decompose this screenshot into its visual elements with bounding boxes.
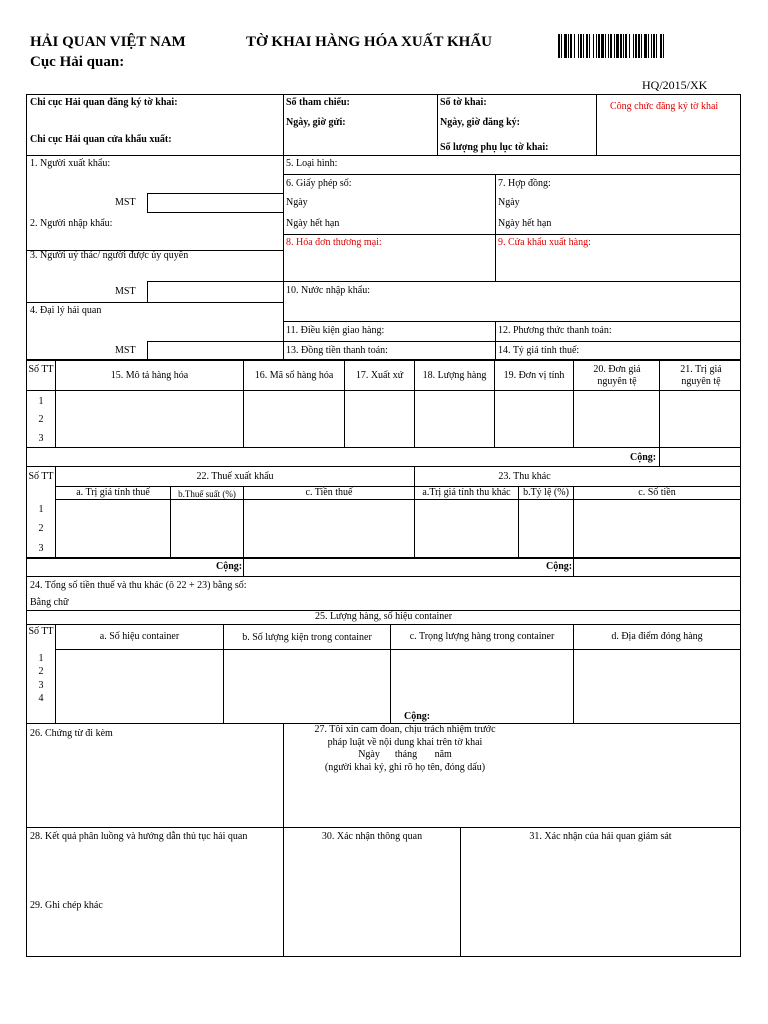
goods-no-header: Số TT xyxy=(28,364,54,375)
container-number-header: a. Số hiệu container xyxy=(99,631,180,642)
container-total-label: Cộng: xyxy=(404,711,431,722)
tax-amount-header: c. Tiền thuế xyxy=(305,487,353,498)
package-count-header: b. Số lượng kiện trong container xyxy=(242,632,372,643)
form-title: TỜ KHAI HÀNG HÓA XUẤT KHẨU xyxy=(246,34,492,50)
tax-rate-header: b.Thuế suất (%) xyxy=(178,489,236,499)
department-label: Cục Hải quan: xyxy=(30,54,125,70)
contract-date-label: Ngày xyxy=(498,197,520,208)
origin-header: 17. Xuất xứ xyxy=(355,370,404,381)
declaration-number-label: Số tờ khai: xyxy=(440,97,487,108)
goods-description-header: 15. Mô tả hàng hóa xyxy=(110,370,189,381)
in-words-label: Bằng chữ xyxy=(30,597,69,608)
export-tax-header: 22. Thuế xuất khẩu xyxy=(196,471,274,482)
tax-no-header: Số TT xyxy=(28,471,54,482)
branch-border-label: Chi cục Hải quan cửa khẩu xuất: xyxy=(30,134,172,145)
mst-label: MST xyxy=(115,345,136,356)
officer-label: Công chức đăng ký tờ khai xyxy=(610,101,719,112)
contract-expiry-label: Ngày hết hạn xyxy=(498,218,552,229)
contract-label: 7. Hợp đồng: xyxy=(498,178,551,189)
quantity-header: 18. Lượng hàng xyxy=(422,370,487,381)
form-code: HQ/2015/XK xyxy=(642,78,708,92)
hs-code-header: 16. Mã số hàng hóa xyxy=(254,370,334,381)
mst-label: MST xyxy=(115,197,136,208)
other-rate-header: b.Tỷ lệ (%) xyxy=(523,487,569,498)
import-country-label: 10. Nước nhập khẩu: xyxy=(286,285,371,296)
container-section-title: 25. Lượng hàng, số hiệu container xyxy=(314,611,453,622)
other-amount-header: c. Số tiền xyxy=(638,487,676,498)
appendix-count-label: Số lượng phụ lục tờ khai: xyxy=(440,142,549,153)
unit-price-header: 20. Đơn giá nguyên tệ xyxy=(593,364,641,387)
unit-header: 19. Đơn vị tính xyxy=(503,370,565,381)
sent-datetime-label: Ngày, giờ gửi: xyxy=(286,117,346,128)
export-tax-total-label: Cộng: xyxy=(216,561,243,572)
permit-date-label: Ngày xyxy=(286,197,308,208)
loading-place-header: d. Địa điểm đóng hàng xyxy=(611,631,703,642)
goods-row-number: 1 xyxy=(38,396,44,407)
container-row-number: 2 xyxy=(38,666,44,677)
goods-row-number: 3 xyxy=(38,433,44,444)
other-taxable-value-header: a.Trị giá tính thu khác xyxy=(422,487,511,498)
attached-documents-label: 26. Chứng từ đi kèm xyxy=(30,728,113,739)
clearance-confirmation-label: 30. Xác nhận thông quan xyxy=(321,831,423,842)
tax-row-number: 1 xyxy=(38,504,44,515)
agency-name: HẢI QUAN VIỆT NAM xyxy=(30,34,186,50)
barcode-image xyxy=(558,34,754,58)
total-tax-label: 24. Tổng số tiền thuế và thu khác (ô 22 + 23) bằng số: xyxy=(30,580,247,591)
entrusted-party-label: 3. Người uỷ thác/ người được ủy quyền xyxy=(30,250,189,261)
type-label: 5. Loại hình: xyxy=(286,158,338,169)
declaration-commitment-line1: 27. Tôi xin cam đoan, chịu trách nhiệm trước xyxy=(314,724,496,735)
declaration-date-line: Ngày tháng năm xyxy=(358,749,452,760)
container-weight-header: c. Trọng lượng hàng trong container xyxy=(409,631,555,642)
container-row-number: 4 xyxy=(38,693,44,704)
reference-number-label: Số tham chiếu: xyxy=(286,97,350,108)
payment-currency-label: 13. Đồng tiền thanh toán: xyxy=(286,345,388,356)
mst-label: MST xyxy=(115,286,136,297)
channel-result-label: 28. Kết quả phân luồng và hướng dẫn thủ tục hải quan xyxy=(30,831,248,842)
value-header: 21. Trị giá nguyên tệ xyxy=(680,364,722,387)
delivery-terms-label: 11. Điều kiện giao hàng: xyxy=(286,325,385,336)
goods-total-label: Cộng: xyxy=(630,452,657,463)
permit-expiry-label: Ngày hết hạn xyxy=(286,218,340,229)
branch-registered-label: Chi cục Hải quan đăng ký tờ khai: xyxy=(30,97,178,108)
tax-exchange-rate-label: 14. Tỷ giá tính thuế: xyxy=(498,345,580,356)
registered-datetime-label: Ngày, giờ đăng ký: xyxy=(440,117,520,128)
tax-row-number: 3 xyxy=(38,543,44,554)
other-tax-header: 23. Thu khác xyxy=(498,471,551,482)
goods-row-number: 2 xyxy=(38,414,44,425)
tax-row-number: 2 xyxy=(38,523,44,534)
invoice-label: 8. Hóa đơn thương mại: xyxy=(286,237,382,248)
payment-method-label: 12. Phương thức thanh toán: xyxy=(498,325,612,336)
container-no-header: Số TT xyxy=(28,626,54,637)
supervision-confirmation-label: 31. Xác nhận của hải quan giám sát xyxy=(529,831,672,842)
other-tax-total-label: Cộng: xyxy=(546,561,573,572)
importer-label: 2. Người nhập khẩu: xyxy=(30,218,113,229)
other-notes-label: 29. Ghi chép khác xyxy=(30,900,103,911)
container-row-number: 1 xyxy=(38,653,44,664)
container-row-number: 3 xyxy=(38,680,44,691)
permit-number-label: 6. Giấy phép số: xyxy=(286,178,352,189)
customs-agent-label: 4. Đại lý hải quan xyxy=(30,305,102,316)
declaration-commitment-line2: pháp luật về nội dung khai trên tờ khai xyxy=(327,737,483,748)
declarant-signature-note: (người khai ký, ghi rõ họ tên, đóng dấu) xyxy=(324,762,486,773)
export-border-gate-label: 9. Cửa khẩu xuất hàng: xyxy=(498,237,591,248)
exporter-label: 1. Người xuất khẩu: xyxy=(30,158,111,169)
taxable-value-header: a. Trị giá tính thuế xyxy=(76,487,150,498)
